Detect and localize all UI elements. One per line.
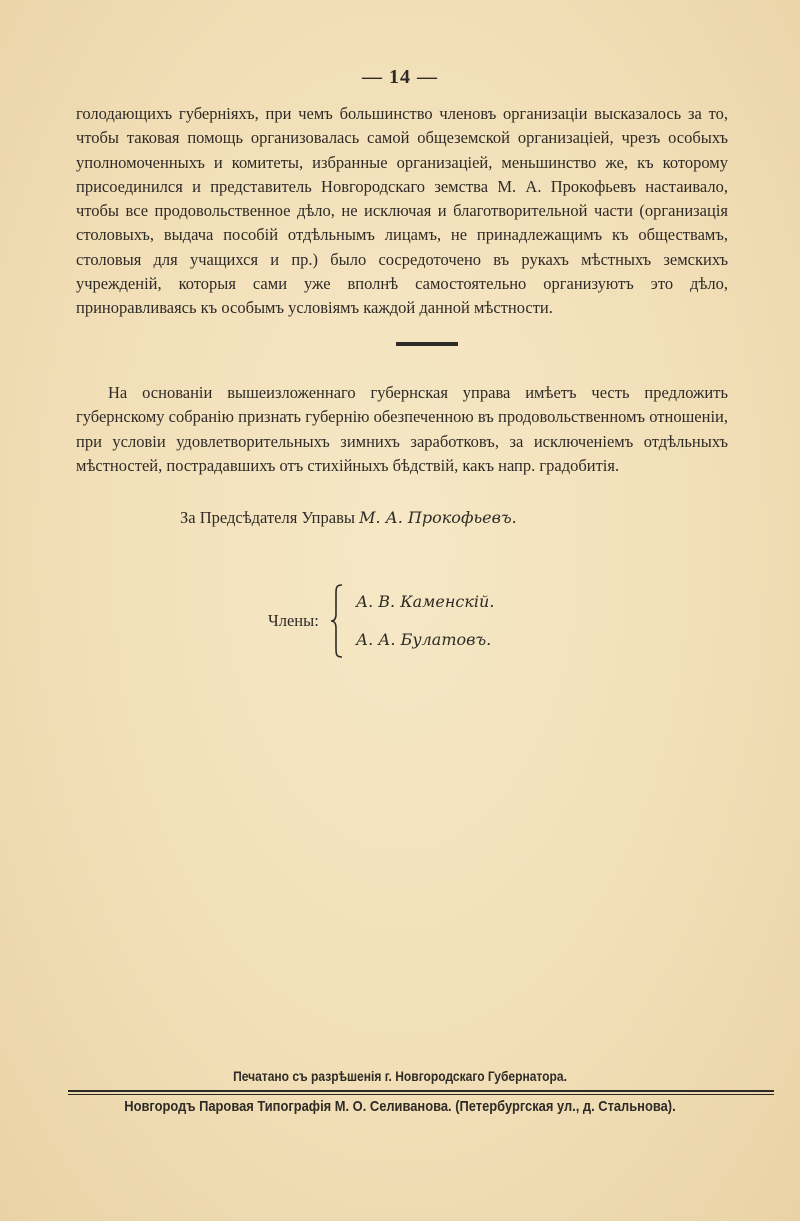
imprint-line: Печатано съ разрѣшенія г. Новгородскаго Губернатора. (233, 1068, 567, 1084)
chair-signature-line (180, 508, 517, 528)
chair-label: За Предсѣдателя Управы (180, 508, 355, 527)
paragraph-1: голодающихъ губерніяхъ, при чемъ большинство членовъ организаціи высказалось за то, чтобы таковая помощь организовалась самой общеземской организаціей, чрезъ особыхъ уполномоченныхъ и комитеты, избранные организаціей, меньшинство же, къ которому присоединился и представитель Новгородскаго земства М. А. Прокофьевъ настаивало, чтобы все продовольственное дѣло, не исключая и благотворительной части (организація столовыхъ, выдача пособій отдѣльнымъ лицамъ, не принадлежащимъ къ обществамъ, столовыя для учащихся и пр.) было сосредоточено въ рукахъ мѣстныхъ земскихъ учрежденій, которыя сами уже вполнѣ самостоятельно организуютъ это дѣло, приноравливаясь къ особымъ условіямъ каждой данной мѣстности. (76, 104, 728, 318)
section-divider (396, 342, 458, 346)
printer-line: Новгородъ Паровая Типографія М. О. Селиванова. (Петербургская ул., д. Стальнова). (124, 1098, 676, 1115)
page-number: — 14 — (362, 66, 438, 88)
chair-signature: М. А. Прокофьевъ. (359, 508, 517, 527)
member-signature-1: А. В. Каменскій. (356, 592, 495, 611)
curly-brace-icon (330, 584, 344, 658)
paragraph-2: На основаніи вышеизложеннаго губернская управа имѣетъ честь предложить губернскому собранію признать губернію обезпеченною въ продовольственномъ отношеніи, при условіи удовлетворительныхъ зимнихъ заработковъ, за исключеніемъ отдѣльныхъ мѣстностей, пострадавшихъ отъ стихійныхъ бѣдствій, какъ напр. градобитія. (76, 383, 728, 475)
footer-rule-thin (68, 1094, 774, 1095)
member-signature-2: А. А. Булатовъ. (356, 630, 492, 649)
footer-rule (68, 1090, 774, 1092)
members-label: Члены: (268, 611, 319, 630)
